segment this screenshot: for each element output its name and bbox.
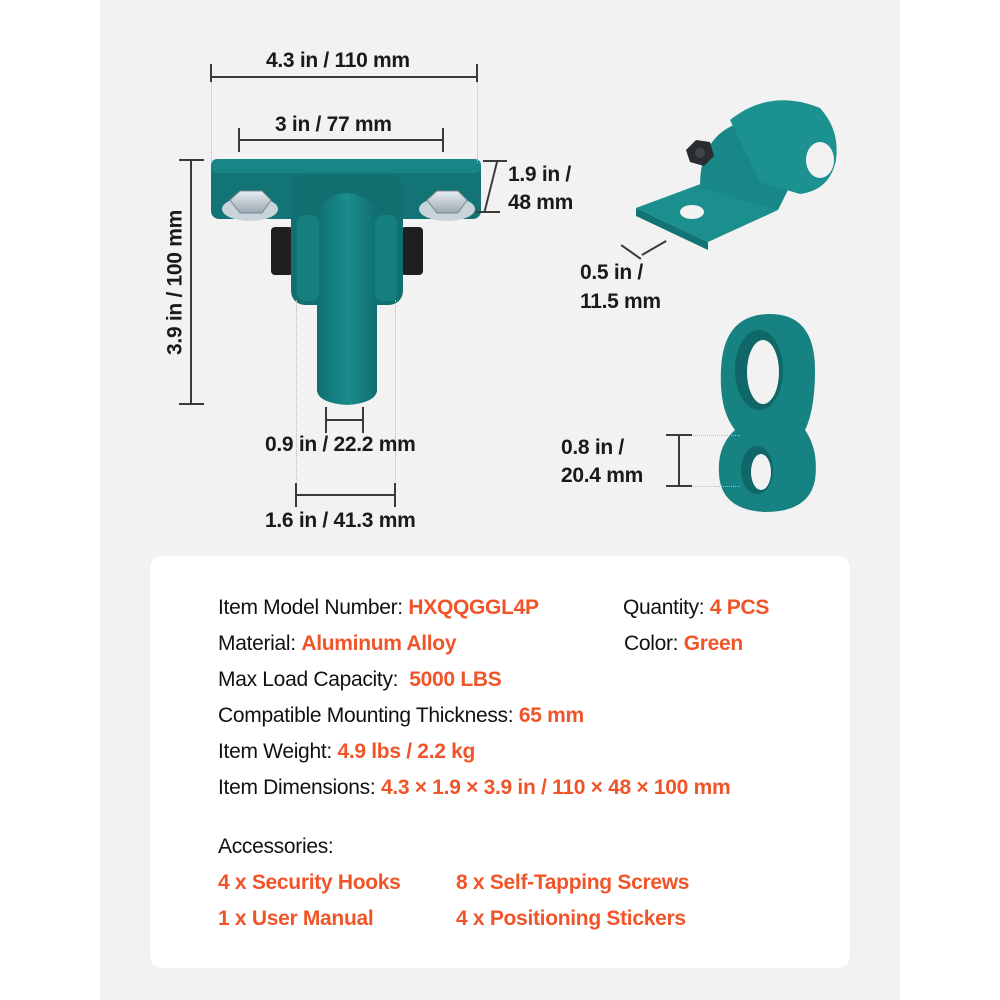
spec-label: Max Load Capacity: bbox=[218, 668, 410, 691]
label-overall-width: 4.3 in / 110 mm bbox=[266, 49, 410, 72]
dimension-tick bbox=[179, 159, 204, 161]
spec-label: Item Weight: bbox=[218, 740, 338, 763]
label-bracket-width: 1.6 in / 41.3 mm bbox=[265, 509, 416, 532]
dimension-tick bbox=[483, 160, 507, 162]
label-plate-thickness-line1: 0.5 in / bbox=[580, 261, 643, 284]
dimension-line-width bbox=[210, 76, 478, 78]
spec-weight bbox=[218, 738, 475, 766]
spec-label: Compatible Mounting Thickness: bbox=[218, 704, 519, 727]
label-plate-thickness-line2: 11.5 mm bbox=[580, 290, 661, 313]
dimension-tick bbox=[210, 64, 212, 82]
dimension-line-ring-hole bbox=[678, 435, 680, 487]
spec-model bbox=[218, 594, 539, 622]
spec-load bbox=[218, 666, 501, 694]
label-hook-width: 0.9 in / 22.2 mm bbox=[265, 433, 416, 456]
spec-label: Item Dimensions: bbox=[218, 776, 381, 799]
dimension-tick bbox=[476, 211, 500, 213]
figure-eight-ring bbox=[715, 310, 825, 515]
dimension-tick bbox=[666, 485, 692, 487]
spec-quantity bbox=[623, 594, 769, 622]
label-depth-line2: 48 mm bbox=[508, 191, 574, 214]
accessory-item: 4 x Security Hooks bbox=[218, 871, 401, 894]
swing-hanger-angled-view bbox=[630, 90, 860, 250]
guide-line bbox=[395, 300, 396, 500]
guide-line bbox=[477, 68, 478, 163]
dimension-tick bbox=[476, 64, 478, 82]
accessory-item: 4 x Positioning Stickers bbox=[456, 907, 686, 930]
spec-value: 65 mm bbox=[518, 704, 584, 727]
dimension-tick bbox=[179, 403, 204, 405]
dimension-tick bbox=[295, 483, 297, 507]
spec-dimensions bbox=[218, 774, 730, 802]
accessory-item: 8 x Self-Tapping Screws bbox=[456, 871, 690, 894]
spec-value: 5000 LBS bbox=[409, 668, 502, 691]
guide-line bbox=[296, 300, 297, 500]
spec-value: 4.3 × 1.9 × 3.9 in / 110 × 48 × 100 mm bbox=[380, 776, 731, 799]
label-ring-hole-line1: 0.8 in / bbox=[561, 436, 624, 459]
swing-hanger-front-view bbox=[205, 155, 495, 415]
spec-thickness bbox=[218, 702, 584, 730]
spec-label: Color: bbox=[624, 632, 684, 655]
label-ring-hole-line2: 20.4 mm bbox=[561, 464, 643, 487]
spec-material bbox=[218, 630, 456, 658]
dimension-line-bracket-width bbox=[296, 494, 396, 496]
label-height: 3.9 in / 100 mm bbox=[163, 210, 187, 355]
dimension-line-height bbox=[190, 160, 192, 404]
spec-value: 4.9 lbs / 2.2 kg bbox=[337, 740, 476, 763]
dimension-tick bbox=[394, 483, 396, 507]
label-hole-spacing: 3 in / 77 mm bbox=[275, 113, 392, 136]
accessory-item: 1 x User Manual bbox=[218, 907, 374, 930]
spec-value: HXQQGGL4P bbox=[408, 596, 539, 619]
spec-label: Item Model Number: bbox=[218, 596, 409, 619]
guide-line bbox=[211, 68, 212, 163]
accessories-title: Accessories: bbox=[218, 835, 334, 858]
spec-color bbox=[624, 630, 743, 658]
spec-value: 4 PCS bbox=[709, 596, 770, 619]
dimension-tick bbox=[442, 128, 444, 152]
spec-label: Quantity: bbox=[623, 596, 710, 619]
dimension-tick bbox=[238, 128, 240, 152]
dimension-line-hole-spacing bbox=[238, 139, 444, 141]
spec-value: Aluminum Alloy bbox=[301, 632, 457, 655]
spec-label: Material: bbox=[218, 632, 302, 655]
dimension-tick bbox=[666, 434, 692, 436]
dimension-line-hook-width bbox=[325, 419, 363, 421]
spec-value: Green bbox=[683, 632, 743, 655]
label-depth-line1: 1.9 in / bbox=[508, 163, 571, 186]
